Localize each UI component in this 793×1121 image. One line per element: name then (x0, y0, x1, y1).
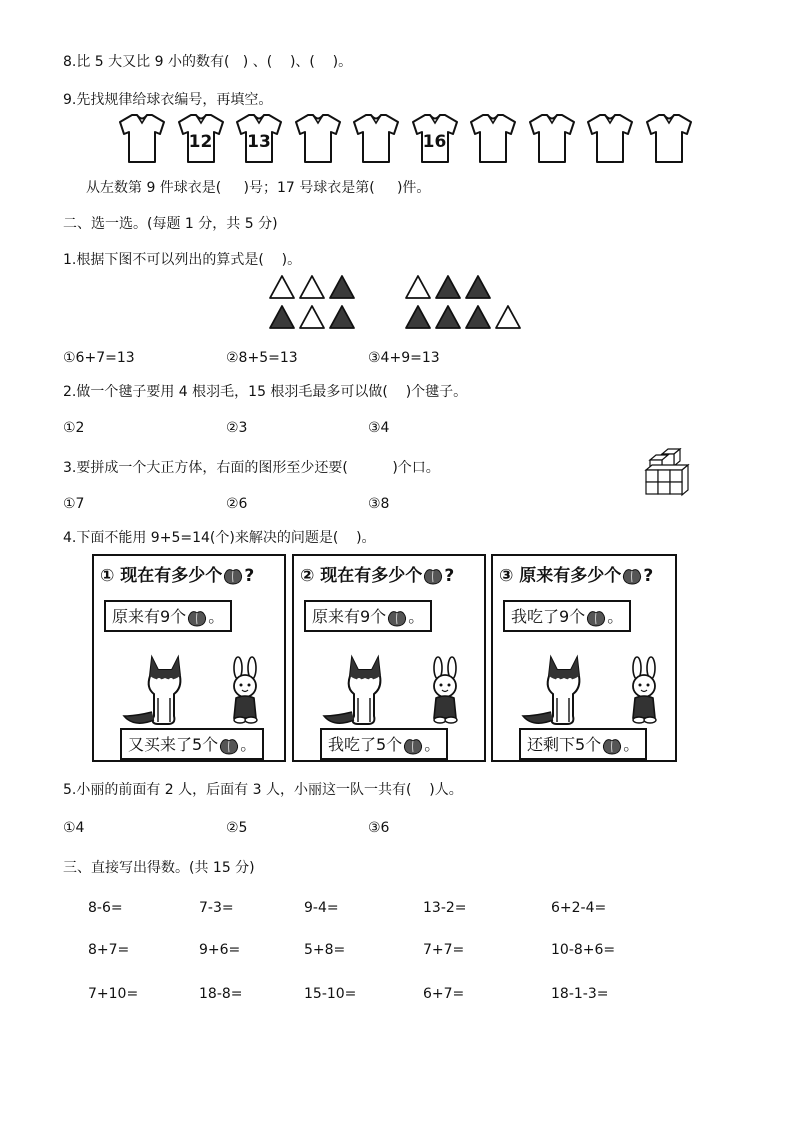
calculation-item: 7+10= (88, 986, 139, 1002)
dark-triangle (436, 306, 460, 328)
triangle-figure (262, 272, 532, 334)
fox-illustration (521, 650, 611, 730)
comic-panel-2 (292, 554, 486, 762)
section-2-question-5: 5.小丽的前面有 2 人，后面有 3 人，小丽这一队一共有( )人。 (63, 782, 463, 798)
panel-question: ③ 原来有多少个 ? (499, 566, 654, 586)
top-bubble-text: 原来有9个 (312, 607, 387, 626)
option-3-1: ①7 (63, 496, 85, 512)
white-triangle (496, 306, 520, 328)
top-bubble-text: 我吃了9个 (511, 607, 586, 626)
dark-triangle (270, 306, 294, 328)
top-bubble-text: 原来有9个 (112, 607, 187, 626)
option-2-3: ③4 (368, 420, 390, 436)
jersey-number: 13 (247, 132, 271, 152)
calculation-item: 6+7= (423, 986, 465, 1002)
cube-stack-figure (642, 448, 698, 498)
fox (322, 650, 412, 734)
comic-panel-1 (92, 554, 286, 762)
section-2-question-1: 1.根据下图不可以列出的算式是( )。 (63, 252, 302, 268)
white-triangle (300, 276, 324, 298)
panel-question: ① 现在有多少个 ? (100, 566, 255, 586)
option-5-3: ③6 (368, 820, 390, 836)
jersey (586, 112, 634, 164)
option-2-2: ②3 (226, 420, 248, 436)
jersey (469, 112, 517, 164)
calculation-item: 6+2-4= (551, 900, 607, 916)
bottom-speech-bubble: 还剩下5个 。 (519, 728, 647, 760)
top-speech-bubble: 原来有9个 。 (104, 600, 232, 632)
option-5-1: ①4 (63, 820, 85, 836)
option-2-1: ①2 (63, 420, 85, 436)
jersey (294, 112, 342, 164)
peach-icon (186, 608, 208, 628)
calculation-item: 15-10= (304, 986, 357, 1002)
bottom-bubble-text: 又买来了5个 (128, 735, 219, 754)
jersey-number: 16 (422, 132, 447, 152)
fox-illustration (122, 650, 212, 730)
jersey (118, 112, 166, 164)
rabbit-illustration (220, 656, 270, 726)
dark-triangle (330, 276, 354, 298)
jersey (177, 112, 225, 164)
rabbit (420, 656, 470, 730)
peach-icon (621, 566, 643, 586)
option-1-3: ③4+9=13 (368, 350, 440, 366)
jersey (411, 112, 459, 164)
peach-icon (386, 608, 408, 628)
question-9-fill: 从左数第 9 件球衣是( )号；17 号球衣是第( )件。 (86, 180, 431, 196)
top-speech-bubble: 我吃了9个 。 (503, 600, 631, 632)
top-speech-bubble: 原来有9个 。 (304, 600, 432, 632)
calculation-item: 10-8+6= (551, 942, 616, 958)
panel-question-text: ② 现在有多少个 (300, 566, 423, 586)
calculation-item: 9+6= (199, 942, 241, 958)
peach-icon (402, 736, 424, 756)
peach-icon (601, 736, 623, 756)
white-triangle (406, 276, 430, 298)
comic-panel-3 (491, 554, 677, 762)
rabbit-illustration (420, 656, 470, 726)
option-5-2: ②5 (226, 820, 248, 836)
jersey (235, 112, 283, 164)
peach-icon (222, 566, 244, 586)
calculation-item: 7-3= (199, 900, 234, 916)
jersey-number: 12 (188, 132, 213, 152)
calculation-item: 18-8= (199, 986, 243, 1002)
rabbit (220, 656, 270, 730)
dark-triangle (330, 306, 354, 328)
calculation-item: 7+7= (423, 942, 465, 958)
section-2-question-2: 2.做一个毽子要用 4 根羽毛，15 根羽毛最多可以做( )个毽子。 (63, 384, 468, 400)
bottom-speech-bubble: 又买来了5个 。 (120, 728, 264, 760)
jersey-row (118, 112, 688, 168)
peach-icon (218, 736, 240, 756)
jersey (645, 112, 693, 164)
dark-triangle (466, 276, 490, 298)
panel-question-text: ① 现在有多少个 (100, 566, 223, 586)
white-triangle (270, 276, 294, 298)
section-3-title: 三、直接写出得数。(共 15 分) (63, 860, 255, 876)
bottom-bubble-text: 我吃了5个 (328, 735, 403, 754)
fox-illustration (322, 650, 412, 730)
calculation-item: 18-1-3= (551, 986, 609, 1002)
question-8: 8.比 5 大又比 9 小的数有( ) 、( )、( )。 (63, 54, 353, 70)
dark-triangle (436, 276, 460, 298)
peach-icon (585, 608, 607, 628)
calculation-item: 5+8= (304, 942, 346, 958)
calculation-item: 13-2= (423, 900, 467, 916)
section-2-question-4: 4.下面不能用 9+5=14(个)来解决的问题是( )。 (63, 530, 376, 546)
calculation-item: 8+7= (88, 942, 130, 958)
option-1-1: ①6+7=13 (63, 350, 135, 366)
section-2-title: 二、选一选。(每题 1 分，共 5 分) (63, 216, 278, 232)
option-3-2: ②6 (226, 496, 248, 512)
peach-icon (422, 566, 444, 586)
rabbit (619, 656, 669, 730)
option-3-3: ③8 (368, 496, 390, 512)
option-1-2: ②8+5=13 (226, 350, 298, 366)
question-9: 9.先找规律给球衣编号，再填空。 (63, 92, 273, 108)
section-2-question-3: 3.要拼成一个大正方体，右面的图形至少还要( )个口。 (63, 460, 440, 476)
panel-question: ② 现在有多少个 ? (300, 566, 455, 586)
dark-triangle (466, 306, 490, 328)
jersey (352, 112, 400, 164)
fox (521, 650, 611, 734)
dark-triangle (406, 306, 430, 328)
calculation-item: 9-4= (304, 900, 339, 916)
fox (122, 650, 212, 734)
white-triangle (300, 306, 324, 328)
panel-question-text: ③ 原来有多少个 (499, 566, 622, 586)
bottom-bubble-text: 还剩下5个 (527, 735, 602, 754)
bottom-speech-bubble: 我吃了5个 。 (320, 728, 448, 760)
calculation-item: 8-6= (88, 900, 123, 916)
rabbit-illustration (619, 656, 669, 726)
jersey (528, 112, 576, 164)
